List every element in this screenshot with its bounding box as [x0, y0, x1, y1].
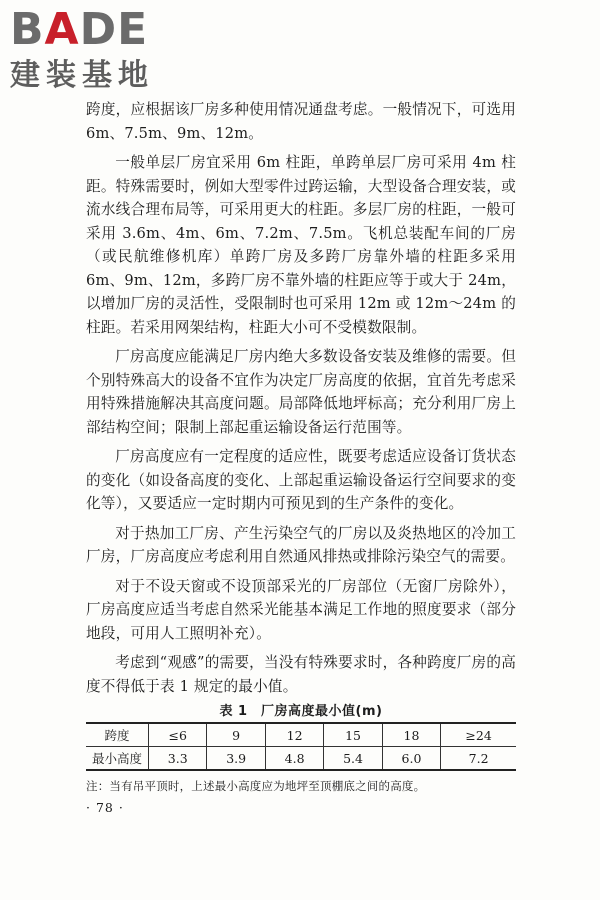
table-header-min-height: 最小高度: [86, 747, 149, 771]
paragraph-6: 对于不设天窗或不设顶部采光的厂房部位（无窗厂房除外），厂房高度应适当考虑自然采光能基本满足工作地的照度要求（部分地段，可用人工照明补充）。: [86, 577, 516, 642]
table-cell: ≥24: [441, 723, 516, 747]
bade-logo: [8, 4, 198, 104]
table-cell: 4.8: [265, 747, 323, 771]
logo-wordmark: [10, 4, 148, 56]
table-cell: 18: [382, 723, 440, 747]
table-caption: 表 1 厂房高度最小值(m): [219, 704, 383, 719]
logo-letter-b: B: [10, 4, 45, 55]
table-note: 注：当有吊平顶时，上述最小高度应为地坪至顶棚底之间的高度。: [86, 779, 426, 793]
table-cell: 7.2: [441, 747, 516, 771]
table-header-span: 跨度: [86, 723, 149, 747]
logo-subtitle: 建装基地: [10, 58, 154, 93]
table-cell: 15: [324, 723, 382, 747]
paragraph-3: 厂房高度应能满足厂房内绝大多数设备安装及维修的需要。但个别特殊高大的设备不宜作为决定厂房高度的依据，宜首先考虑采用特殊措施解决其高度问题。局部降低地坪标高；充分利用厂房上部结构空间；限制上部起重运输设备运行范围等。: [86, 348, 516, 436]
table-cell: 6.0: [382, 747, 440, 771]
paragraph-7: 考虑到“观感”的需要，当没有特殊要求时，各种跨度厂房的高度不得低于表 1 规定的最小值。: [86, 654, 516, 695]
table-cell: 3.3: [149, 747, 207, 771]
height-table: [86, 722, 516, 771]
table-cell: 5.4: [324, 747, 382, 771]
table-cell: ≤6: [149, 723, 207, 747]
paragraph-5: 对于热加工厂房、产生污染空气的厂房以及炎热地区的冷加工厂房，厂房高度应考虑利用自然通风排热或排除污染空气的需要。: [86, 524, 516, 565]
paragraph-2: 一般单层厂房宜采用 6m 柱距，单跨单层厂房可采用 4m 柱距。特殊需要时，例如大型零件过跨运输，大型设备合理安装，或流水线合理布局等，可采用更大的柱距。多层厂房的柱距，一般可采用 3.6m、4m、6m、7.2m、7.5m。飞机总装配车间的厂房（或民航维修机库）单跨厂房及多跨厂房靠外墙的柱距多采用 6m、9m、12m，多跨厂房不靠外墙的柱距应等于或大于 24m，以增加厂房的灵活性，受限制时也可采用 12m 或 12m～24m 的柱距。若采用网架结构，柱距大小可不受模数限制。: [86, 154, 516, 336]
table-cell: 3.9: [207, 747, 265, 771]
table-cell: 9: [207, 723, 265, 747]
logo-letters-de: DE: [79, 4, 149, 55]
logo-letter-a: A: [44, 4, 80, 55]
paragraph-1: 跨度，应根据该厂房多种使用情况通盘考虑。一般情况下，可选用6m、7.5m、9m、12m。: [86, 101, 516, 142]
body-text: [86, 98, 516, 704]
paragraph-4: 厂房高度应有一定程度的适应性，既要考虑适应设备订货状态的变化（如设备高度的变化、上部起重运输设备运行空间要求的变化等），又要适应一定时期内可预见到的生产条件的变化。: [86, 448, 516, 512]
table-row-min-height: [86, 747, 516, 771]
table-row-span: [86, 723, 516, 747]
page-number: · 78 ·: [86, 800, 124, 815]
table-cell: 12: [265, 723, 323, 747]
